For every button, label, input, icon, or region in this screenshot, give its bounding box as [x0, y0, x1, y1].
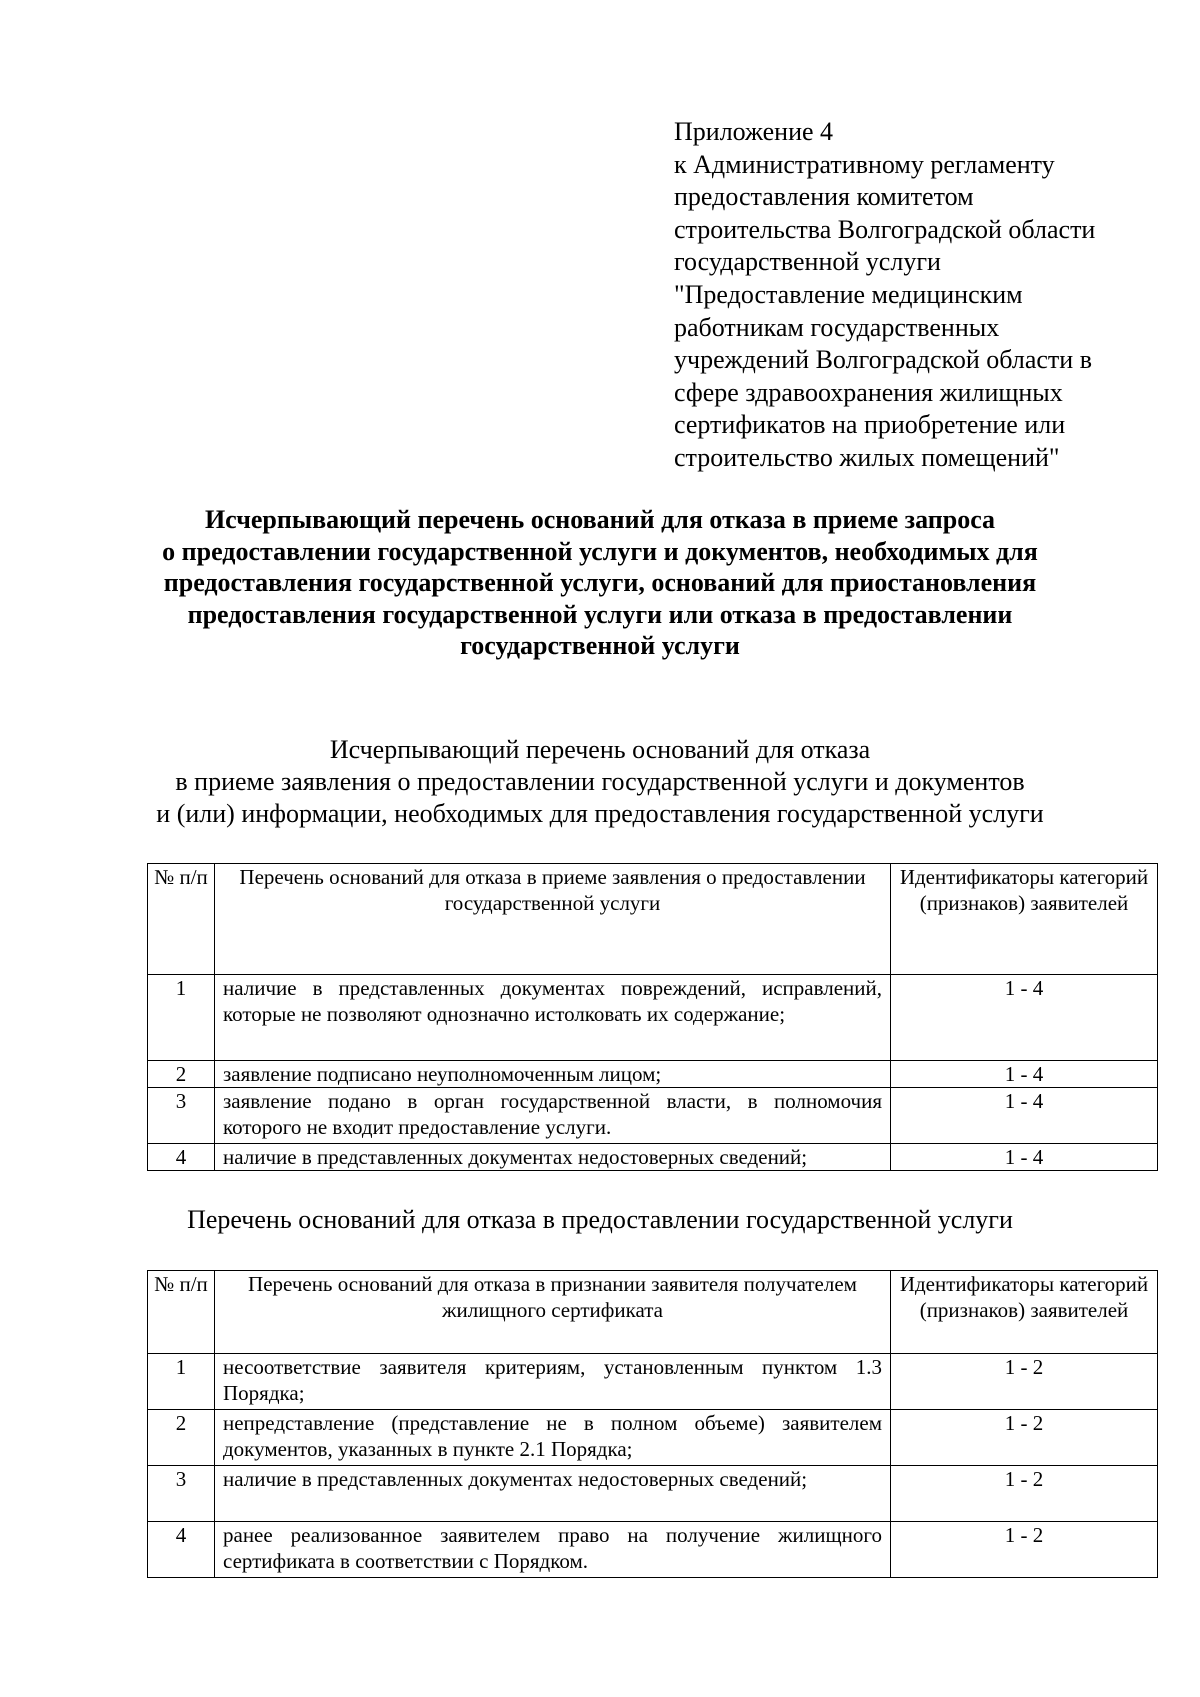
- appendix-line: государственной услуги: [674, 247, 941, 277]
- main-title: [100, 504, 1100, 662]
- row-reason: заявление подано в орган государственной власти, в полномочия которого не входит предоставление услуги.: [215, 1088, 891, 1144]
- table-row: [148, 1354, 1158, 1410]
- appendix-line: к Административному регламенту: [674, 149, 1055, 179]
- row-num: 2: [148, 1410, 215, 1466]
- refusal-acceptance-table: [147, 863, 1158, 1171]
- appendix-line: сертификатов на приобретение или: [674, 410, 1066, 440]
- section1-title-line: Исчерпывающий перечень оснований для отказа: [329, 735, 871, 764]
- row-reason: наличие в представленных документах повреждений, исправлений, которые не позволяют однозначно истолковать их содержание;: [215, 975, 891, 1061]
- row-categories: 1 - 2: [891, 1410, 1158, 1466]
- row-num: 1: [148, 1354, 215, 1410]
- row-categories: 1 - 2: [891, 1466, 1158, 1522]
- appendix-line: Приложение 4: [674, 117, 834, 146]
- row-num: 4: [148, 1144, 215, 1171]
- row-reason: непредставление (представление не в полном объеме) заявителем документов, указанных в пункте 2.1 Порядка;: [215, 1410, 891, 1466]
- appendix-line: строительство жилых помещений": [674, 442, 1060, 472]
- row-reason: наличие в представленных документах недостоверных сведений;: [215, 1144, 891, 1171]
- appendix-line: предоставления комитетом: [674, 182, 974, 212]
- table-row: [148, 1466, 1158, 1522]
- appendix-line: "Предоставление медицинским: [674, 279, 1023, 309]
- header-categories: Идентификаторы категорий (признаков) заявителей: [891, 864, 1158, 975]
- section1-title-line: в приеме заявления о предоставлении государственной услуги и документов: [175, 767, 1025, 796]
- main-title-line: о предоставлении государственной услуги и документов, необходимых для: [162, 536, 1038, 566]
- section2-title: Перечень оснований для отказа в предоставлении государственной услуги: [187, 1205, 1013, 1234]
- header-categories: Идентификаторы категорий (признаков) заявителей: [891, 1271, 1158, 1354]
- header-num: № п/п: [148, 1271, 215, 1354]
- main-title-line: государственной услуги: [460, 631, 740, 660]
- row-num: 3: [148, 1088, 215, 1144]
- header-num: № п/п: [148, 864, 215, 975]
- row-categories: 1 - 4: [891, 1061, 1158, 1088]
- table-row: [148, 1522, 1158, 1578]
- table-header-row: [148, 1271, 1158, 1354]
- table-row: [148, 1088, 1158, 1144]
- main-title-line: предоставления государственной услуги или отказа в предоставлении: [187, 599, 1013, 629]
- section1-title: [100, 734, 1100, 830]
- row-num: 4: [148, 1522, 215, 1578]
- header-reason: Перечень оснований для отказа в признании заявителя получателем жилищного сертификата: [215, 1271, 891, 1354]
- section1-title-line: и (или) информации, необходимых для предоставления государственной услуги: [156, 799, 1044, 828]
- row-reason: несоответствие заявителя критериям, установленным пунктом 1.3 Порядка;: [215, 1354, 891, 1410]
- header-reason: Перечень оснований для отказа в приеме заявления о предоставлении государственной услуги: [215, 864, 891, 975]
- table-row: [148, 1410, 1158, 1466]
- appendix-line: строительства Волгоградской области: [674, 214, 1096, 244]
- row-reason: заявление подписано неуполномоченным лицом;: [215, 1061, 891, 1088]
- row-num: 1: [148, 975, 215, 1061]
- appendix-line: учреждений Волгоградской области в: [674, 345, 1092, 375]
- appendix-line: сфере здравоохранения жилищных: [674, 377, 1063, 407]
- row-categories: 1 - 4: [891, 1144, 1158, 1171]
- appendix-line: работникам государственных: [674, 312, 1000, 342]
- table-header-row: [148, 864, 1158, 975]
- row-num: 3: [148, 1466, 215, 1522]
- row-reason: ранее реализованное заявителем право на получение жилищного сертификата в соответствии с Порядком.: [215, 1522, 891, 1578]
- row-categories: 1 - 2: [891, 1522, 1158, 1578]
- table-row: [148, 975, 1158, 1061]
- row-categories: 1 - 2: [891, 1354, 1158, 1410]
- table-row: [148, 1144, 1158, 1171]
- main-title-line: Исчерпывающий перечень оснований для отказа в приеме запроса: [204, 505, 996, 534]
- row-num: 2: [148, 1061, 215, 1088]
- table-row: [148, 1061, 1158, 1088]
- row-reason: наличие в представленных документах недостоверных сведений;: [215, 1466, 891, 1522]
- main-title-line: предоставления государственной услуги, оснований для приостановления: [163, 568, 1037, 597]
- row-categories: 1 - 4: [891, 1088, 1158, 1144]
- refusal-provision-table: [147, 1270, 1158, 1578]
- appendix-block: [674, 116, 1144, 475]
- row-categories: 1 - 4: [891, 975, 1158, 1061]
